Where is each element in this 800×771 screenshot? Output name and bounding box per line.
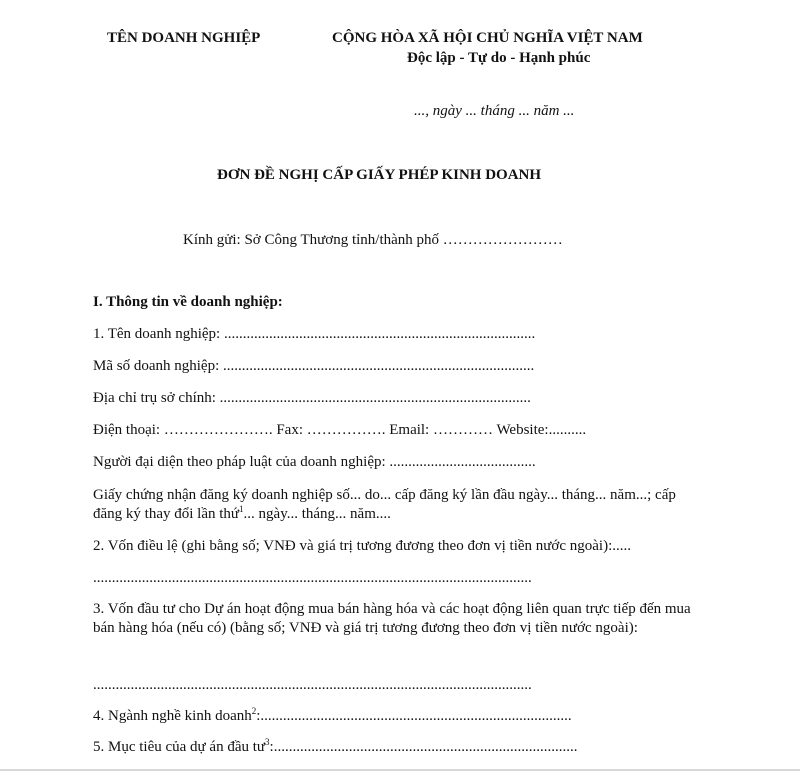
registration-certificate-field: Giấy chứng nhận đăng ký doanh nghiệp số... do... cấp đăng ký lần đầu ngày... tháng... năm...; cấp đăng ký thay đổi lần thứ$^1$... ngày... tháng... năm.... bbox=[93, 487, 676, 522]
document-title: ĐƠN ĐỀ NGHỊ CẤP GIẤY PHÉP KINH DOANH bbox=[217, 167, 542, 183]
tax-code-field: Mã số doanh nghiệp: ................................................................................... bbox=[93, 358, 535, 374]
contact-info-field: Điện thoại: …………………. Fax: ……………. Email: ………… Website:.......... bbox=[93, 422, 587, 438]
company-name-field: 1. Tên doanh nghiệp: ................................................................................... bbox=[93, 326, 536, 342]
project-goal-field: 5. Mục tiêu của dự án đầu $tư^3$:................................................................................. bbox=[93, 737, 578, 755]
date-line: ..., ngày ... tháng ... năm ... bbox=[414, 103, 575, 119]
section-heading: I. Thông tin về doanh nghiệp: bbox=[93, 294, 283, 310]
recipient-line: Kính gửi: Sở Công Thương tỉnh/thành phố …………………… bbox=[183, 232, 563, 248]
company-name-placeholder: TÊN DOANH NGHIỆP bbox=[107, 30, 261, 46]
national-motto: Độc lập - Tự do - Hạnh phúc bbox=[407, 50, 591, 66]
national-title: CỘNG HÒA XÃ HỘI CHỦ NGHĨA VIỆT NAM bbox=[332, 30, 643, 46]
investment-capital-field: 3. Vốn đầu tư cho Dự án hoạt động mua bán hàng hóa và các hoạt động liên quan trực tiếp đến mua bán hàng hóa (nếu có) (bằng số; VNĐ và giá trị tương đương theo đơn vị tiền nước ngoài): bbox=[93, 601, 691, 636]
legal-representative-field: Người đại diện theo pháp luật của doanh nghiệp: ....................................... bbox=[93, 454, 536, 470]
charter-capital-blank: ..................................................................................................................... bbox=[93, 570, 532, 586]
investment-capital-blank: ..................................................................................................................... bbox=[93, 677, 532, 693]
charter-capital-field: 2. Vốn điều lệ (ghi bằng số; VNĐ và giá trị tương đương theo đơn vị tiền nước ngoài):..... bbox=[93, 538, 631, 554]
business-lines-field: 4. Ngành nghề kinh doanh$^2$:................................................................................... bbox=[93, 706, 572, 724]
head-office-address-field: Địa chỉ trụ sở chính: ................................................................................... bbox=[93, 390, 531, 406]
